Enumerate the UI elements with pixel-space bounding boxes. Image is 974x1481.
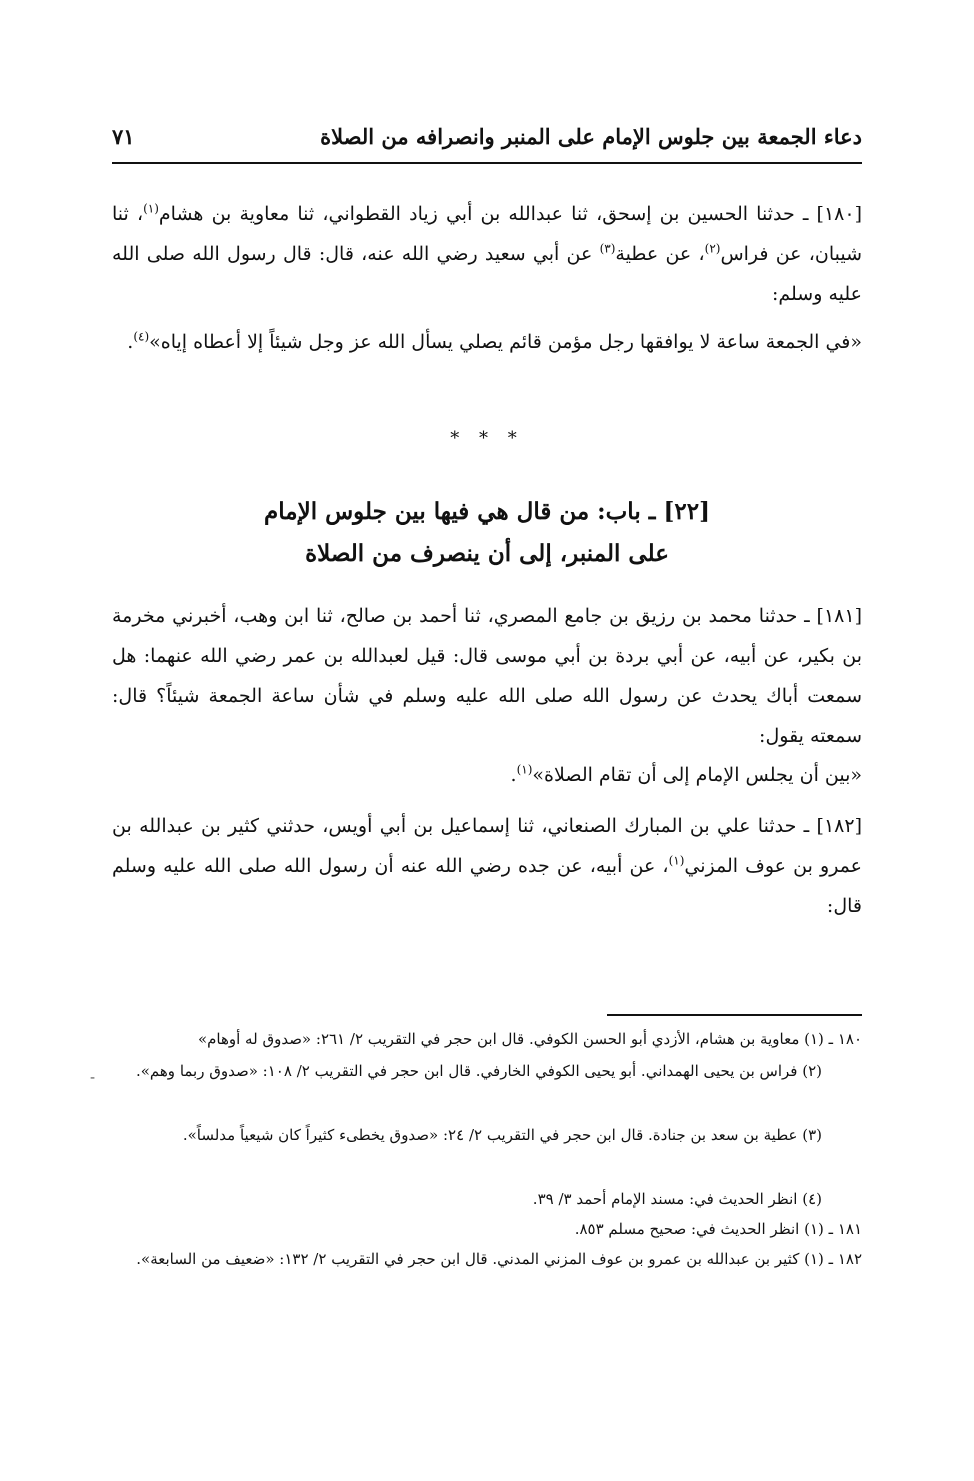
footnote-marker: (٣) [599, 241, 616, 256]
section-separator: * * * [450, 428, 524, 449]
page-number: ٧١ [112, 124, 135, 149]
quote-end: . [127, 331, 134, 353]
footnote-rule [607, 1014, 862, 1016]
hadith-180-quote-text: «في الجمعة ساعة لا يوافقها رجل مؤمن قائم يصلي يسأل الله عز وجل شيئاً إلا أعطاه إياه» [149, 331, 862, 353]
footnote-180-3: (٣) عطية بن سعد بن جنادة. قال ابن حجر في التقريب ٢/ ٢٤: «صدوق يخطىء كثيراً كان شيعياً مدلساً». [182, 1126, 822, 1144]
chapter-heading-line-2: على المنبر، إلى أن ينصرف من الصلاة [305, 540, 669, 567]
running-head [112, 120, 862, 156]
hadith-180-quote [112, 322, 862, 362]
hadith-181-paragraph: [١٨١] ـ حدثنا محمد بن رزيق بن جامع المصري، ثنا أحمد بن صالح، ثنا ابن وهب، أخبرني مخرمة بن بكير، عن أبيه، عن أبي بردة بن أبي موسى قال: قيل لعبدالله بن عمر رضي الله عنهما: هل سمعت أباك يحدث عن رسول الله صلى الله عليه وسلم في شأن ساعة الجمعة شيئاً؟ قال: سمعته يقول: [112, 605, 863, 747]
hadith-182-text-part2: ، عن أبيه، عن جده رضي الله عنه أن رسول الله صلى الله عليه وسلم قال: [112, 855, 862, 917]
hadith-180-text-part4: عن أبي سعيد رضي الله عنه، قال: قال رسول الله صلى الله عليه وسلم: [112, 243, 862, 305]
hadith-182-paragraph [112, 806, 862, 926]
hadith-181-quote [511, 764, 862, 786]
quote-end: . [510, 764, 517, 786]
footnote-marker: (٤) [133, 329, 150, 344]
hadith-181-quote-text: «بين أن يجلس الإمام إلى أن تقام الصلاة» [532, 764, 862, 786]
footnote-180-1: ١٨٠ ـ (١) معاوية بن هشام، الأزدي أبو الحسن الكوفي. قال ابن حجر في التقريب ٢/ ٢٦١: «صدوق له أوهام» [197, 1030, 862, 1048]
hadith-180-text-part1: [١٨٠] ـ حدثنا الحسين بن إسحق، ثنا عبدالله بن أبي زياد القطواني، ثنا معاوية بن هشام [158, 203, 862, 225]
running-title: دعاء الجمعة بين جلوس الإمام على المنبر وانصرافه من الصلاة [320, 124, 862, 149]
hadith-180-paragraph [112, 194, 862, 314]
footnote-marker: (١) [516, 762, 533, 777]
footnote-marker: (٢) [704, 241, 721, 256]
footnote-181-1: ١٨١ ـ (١) انظر الحديث في: صحيح مسلم ٨٥٣. [574, 1220, 862, 1238]
footnote-180-2: (٢) فراس بن يحيى الهمداني. أبو يحيى الكوفي الخارفي. قال ابن حجر في التقريب ٢/ ١٠٨: «صدوق ربما وهم». [135, 1062, 822, 1080]
hadith-180-text-part2: ، ثنا شيبان، عن فراس [112, 203, 862, 265]
chapter-heading-line-1: [٢٢] ـ باب: من قال هي فيها بين جلوس الإمام [264, 498, 710, 525]
footnote-180-4: (٤) انظر الحديث في: مسند الإمام أحمد ٣/ ٣٩. [532, 1190, 822, 1208]
footnote-marker: (١) [668, 853, 685, 868]
hadith-182-text-part1: [١٨٢] ـ حدثنا علي بن المبارك الصنعاني، ثنا إسماعيل بن أبي أويس، حدثني كثير بن عبدالله بن عمرو بن عوف المزني [112, 815, 862, 877]
footnote-marker: (١) [143, 201, 159, 216]
margin-mark: - [90, 1068, 96, 1086]
hadith-180-text-part3: ، عن عطية [615, 243, 705, 265]
footnote-182-1: ١٨٢ ـ (١) كثير بن عبدالله بن عمرو بن عوف المزني المدني. قال ابن حجر في التقريب ٢/ ١٣٢: «ضعيف من السابعة». [136, 1250, 862, 1268]
header-rule [112, 162, 862, 164]
